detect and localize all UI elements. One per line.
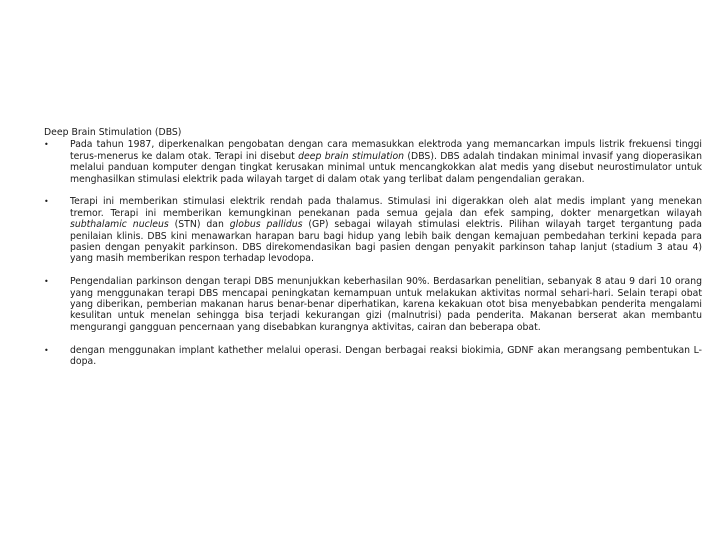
bullet-icon: • [44,197,49,207]
slide-content [44,127,702,367]
bullet-icon: • [44,277,49,287]
bullet-text-italic: globus pallidus [229,219,303,231]
bullet-item [44,196,702,264]
bullet-text-italic: subthalamic nucleus [70,219,169,231]
bullet-text: Pada tahun 1987, diperkenalkan pengobatan dengan cara memasukkan elektroda yang memancarkan impuls listrik frekuensi tinggi terus-menerus ke dalam otak. Terapi ini disebut [70,139,702,162]
bullet-icon: • [44,345,49,355]
bullet-text: Pengendalian parkinson dengan terapi DBS menunjukkan keberhasilan 90%. Berdasarkan penelitian, sebanyak 8 atau 9 dari 10 orang yang menggunakan terapi DBS mencapai peningkatan kemampuan untuk melakukan aktivitas normal sehari-hari. Selain terapi obat yang diberikan, pemberian makanan harus benar-benar diperhatikan, karena kekakuan otot bisa menyebabkan penderita mengalami kesulitan untuk menelan sehingga bisa terjadi kekurangan gizi (malnutrisi) pada penderita. Makanan berserat akan membantu mengurangi gangguan pencernaan yang disebabkan kurangnya aktivitas, cairan dan beberapa obat. [70,276,702,333]
bullet-text: (STN) dan [168,219,230,231]
slide-title: Deep Brain Stimulation (DBS) [44,127,182,138]
bullet-list [44,139,702,367]
bullet-text: (GP) sebagai wilayah stimulasi elektris. Pilihan wilayah target tergantung pada penilaian klinis. DBS kini menawarkan harapan baru bagi hidup yang lebih baik dengan kemajuan pembedahan terkini kepada para pasien dengan penyakit parkinson. DBS direkomendasikan bagi pasien dengan penyakit parkinson tahap lanjut (stadium 3 atau 4) yang masih memberikan respon terhadap levodopa. [70,219,702,265]
bullet-item [44,345,702,368]
bullet-item [44,139,702,185]
bullet-text: Terapi ini memberikan stimulasi elektrik rendah pada thalamus. Stimulasi ini digerakkan oleh alat medis implant yang menekan tremor. Terapi ini memberikan kemungkinan penekanan pada semua gejala dan efek samping, dokter menargetkan wilayah [70,196,702,219]
bullet-text: (DBS). DBS adalah tindakan minimal invasif yang dioperasikan melalui panduan komputer dengan tingkat kerusakan minimal untuk mencangkokkan alat medis yang disebut neurostimulator untuk menghasilkan stimulasi elektrik pada wilayah target di dalam otak yang terlibat dalam pengendalian gerakan. [70,150,702,185]
bullet-text: dengan menggunakan implant kathether melalui operasi. Dengan berbagai reaksi biokimia, GDNF akan merangsang pembentukan L-dopa. [70,344,702,368]
bullet-text-italic: deep brain stimulation [298,150,405,162]
bullet-icon: • [44,140,49,150]
bullet-item [44,276,702,333]
